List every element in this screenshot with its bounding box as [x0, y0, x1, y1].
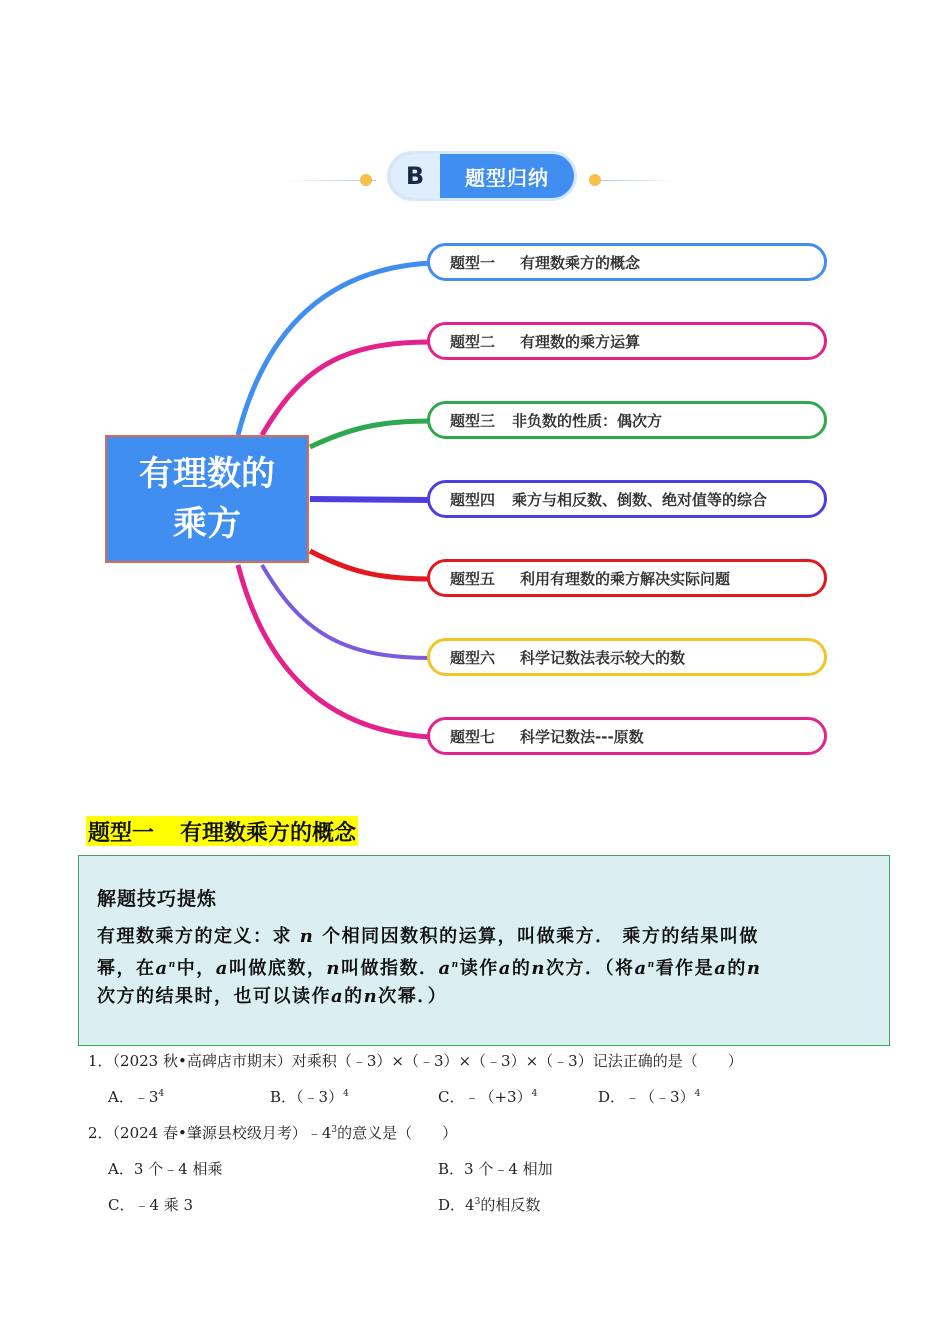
question-1-stem: 1．（2023 秋•高碑店市期末）对乘积（﹣3）×（﹣3）×（﹣3）×（﹣3）记法正确的是（ ）: [88, 1052, 743, 1070]
center-line-1: 有理数的: [139, 454, 275, 494]
branch-text: 科学记数法---原数: [520, 727, 644, 746]
branch-label: 题型七: [450, 727, 496, 746]
connector-1: [238, 263, 430, 435]
question-2-option-c[interactable]: C．﹣4 乘 3: [108, 1196, 194, 1214]
badge-title: 题型归纳: [465, 165, 549, 190]
header-right-line: [600, 180, 680, 181]
header-left-dot: [360, 174, 372, 186]
branch-label: 题型四: [450, 490, 496, 509]
center-line-2: 乘方: [173, 504, 241, 544]
question-1-option-a[interactable]: A．$﹣3^4$: [108, 1088, 165, 1106]
branch-text: 利用有理数的乘方解决实际问题: [520, 569, 731, 588]
badge-letter: B: [390, 154, 440, 198]
branch-label: 题型三: [450, 411, 496, 430]
branch-label: 题型二: [450, 332, 496, 351]
section-title-text: 有理数乘方的概念: [180, 820, 357, 846]
branch-label: 题型五: [450, 569, 496, 588]
branch-2[interactable]: [427, 322, 827, 360]
branch-3[interactable]: [427, 401, 827, 439]
mindmap-center: [105, 435, 309, 563]
branch-text: 有理数乘方的概念: [520, 253, 641, 272]
connector-3: [310, 421, 430, 447]
tips-body: [97, 923, 879, 1011]
branch-text: 有理数的乘方运算: [520, 332, 641, 351]
connector-7: [238, 565, 430, 737]
branch-label: 题型六: [450, 648, 496, 667]
question-2-option-a[interactable]: A．3 个﹣4 相乘: [108, 1160, 223, 1178]
question-1-option-c[interactable]: C．$﹣(+3)^4$: [438, 1088, 538, 1106]
tips-box: [78, 855, 890, 1046]
tips-line-3: 次方的结果时，也可以读作a的n次幂．）: [97, 986, 448, 1007]
connector-4: [310, 499, 430, 500]
branch-text: 非负数的性质：偶次方: [512, 411, 663, 430]
branch-text: 乘方与相反数、倒数、绝对值等的综合: [512, 490, 768, 509]
branch-text: 科学记数法表示较大的数: [520, 648, 686, 667]
branch-7[interactable]: [427, 717, 827, 755]
tips-line-1: 有理数乘方的定义：求 n 个相同因数积的运算，叫做乘方． 乘方的结果叫做: [97, 926, 759, 947]
question-2-option-d[interactable]: D．$4^3$的相反数: [438, 1196, 541, 1214]
connector-5: [310, 551, 430, 579]
question-2-option-b[interactable]: B．3 个﹣4 相加: [438, 1160, 553, 1178]
section-heading: [86, 816, 358, 846]
question-1-option-d[interactable]: D．﹣（﹣3）$^4$: [598, 1088, 701, 1106]
section-label: 题型一: [88, 820, 155, 846]
branch-5[interactable]: [427, 559, 827, 597]
section-badge: [390, 154, 574, 198]
branch-label: 题型一: [450, 253, 496, 272]
branch-6[interactable]: [427, 638, 827, 676]
branch-1[interactable]: [427, 243, 827, 281]
question-1-option-b[interactable]: B．（﹣3）$^4$: [270, 1088, 349, 1106]
tips-line-2: 幂，在$a^n$中，a叫做底数，n叫做指数．$a^n$读作a的n次方．（将$a^n$看作是a的n: [97, 958, 762, 979]
question-2-stem: 2．（2024 春•肇源县校级月考）$﹣4^3$的意义是（ ）: [88, 1124, 458, 1142]
tips-title: 解题技巧提炼: [97, 888, 218, 910]
branch-4[interactable]: [427, 480, 827, 518]
